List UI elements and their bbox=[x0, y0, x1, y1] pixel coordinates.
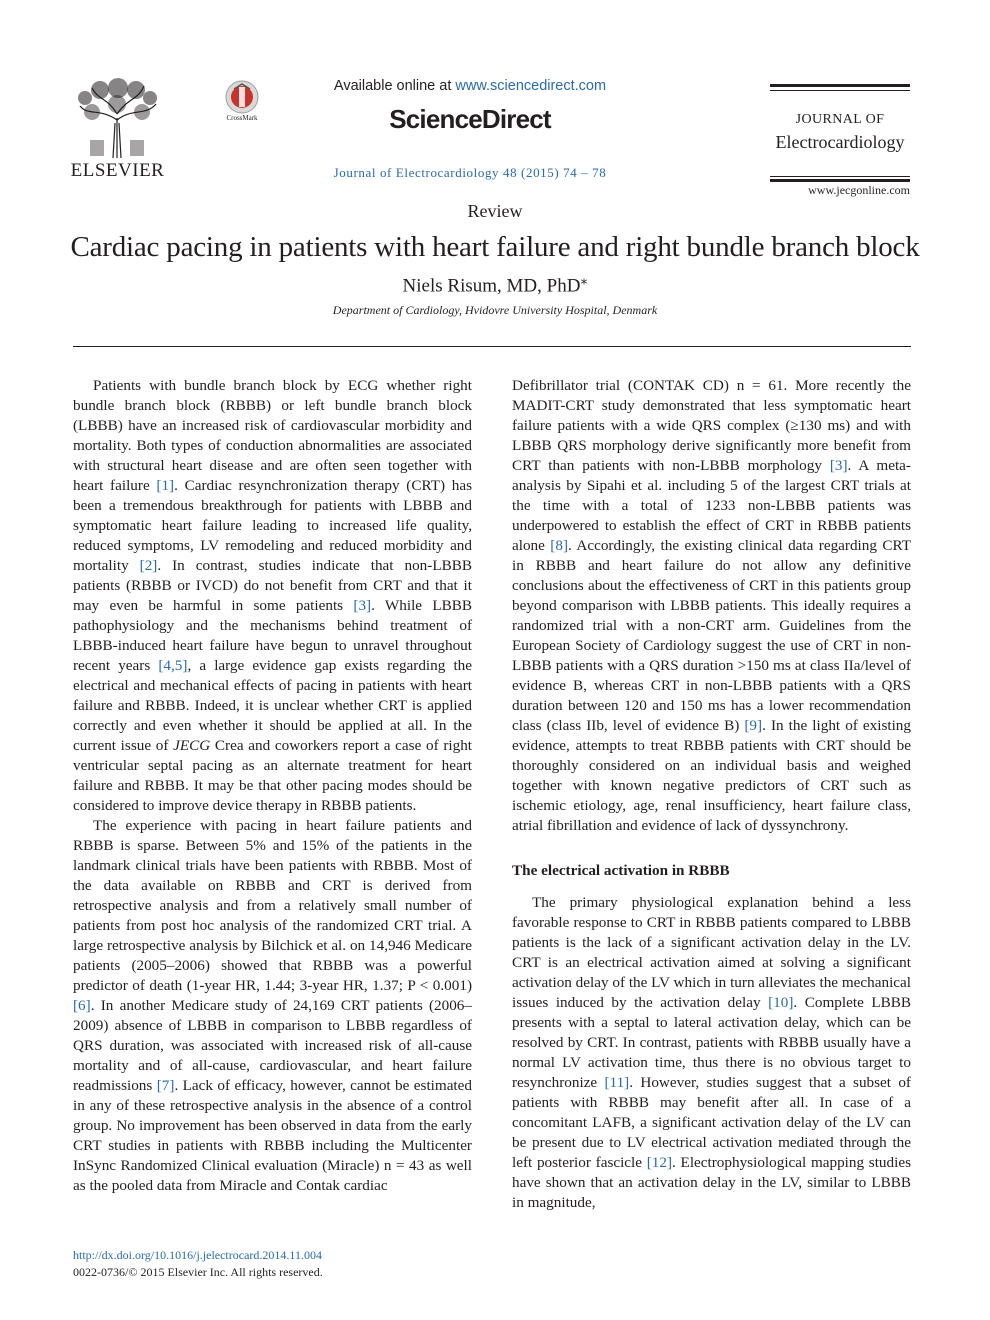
paragraph-text: . In contrast, studies indicate that non-LBBB patients (RBBB or IVCD) do not benefit from CRT and that it may even be harmful in some patients bbox=[73, 557, 472, 614]
copyright-line: 0022-0736/© 2015 Elsevier Inc. All rights reserved. bbox=[73, 1265, 323, 1279]
citation-link[interactable]: [8] bbox=[550, 537, 569, 554]
citation-link[interactable]: [10] bbox=[768, 994, 794, 1011]
citation-link[interactable]: [3] bbox=[353, 597, 372, 614]
paragraph-text: Crea and coworkers report a case of right ventricular septal pacing as an alternate treatment for heart failure and RBBB. It may be that other pacing modes should be considered to improve device therapy in RBBB patients. bbox=[73, 737, 473, 814]
sciencedirect-wordmark: ScienceDirect bbox=[389, 104, 551, 134]
left-column bbox=[73, 376, 472, 1196]
citation-link[interactable]: [4,5] bbox=[158, 657, 188, 674]
journal-name-line2: Electrocardiology bbox=[775, 132, 905, 152]
paragraph-text: , a large evidence gap exists regarding the electrical and mechanical effects of pacing in patients with heart failure and RBBB. Indeed, it is unclear whether CRT is applied correctly and even whether it should be applied at all. In the current issue of bbox=[73, 657, 472, 754]
journal-name-line1: JOURNAL OF bbox=[795, 112, 885, 127]
journal-box-rule bbox=[770, 90, 910, 91]
paragraph-text: . In the light of existing evidence, attempts to treat RBBB patients with CRT should be thoroughly considered on an individual basis and weighed together with known negative predictors of CRT such as ischemic etiology, age, renal insufficiency, heart failure class, atrial fibrillation and evidence of lack of dyssynchrony. bbox=[512, 717, 911, 834]
paragraph-text: . While LBBB pathophysiology and the mechanisms behind treatment of LBBB-induced heart failure have begun to unravel throughout recent years bbox=[73, 597, 472, 674]
section-heading: The electrical activation in RBBB bbox=[512, 862, 730, 879]
paragraph-text: . Cardiac resynchronization therapy (CRT) has been a tremendous breakthrough for patients with LBBB and symptomatic heart failure leading to increased life quality, reduced symptoms, LV remodeling and reduced morbidity and mortality bbox=[73, 477, 473, 574]
journal-citation[interactable]: Journal of Electrocardiology 48 (2015) 74 – 78 bbox=[333, 165, 607, 180]
paragraph-text: . A meta-analysis by Sipahi et al. including 5 of the largest CRT trials at the time with a total of 1233 non-LBBB patients was underpowered to establish the effect of CRT in RBBB patients alone bbox=[512, 457, 911, 554]
title-divider bbox=[73, 346, 911, 347]
journal-header bbox=[0, 0, 990, 200]
corresponding-author-mark[interactable]: ⁎ bbox=[580, 273, 588, 288]
journal-box-rule bbox=[770, 179, 910, 182]
journal-box-rule bbox=[770, 176, 910, 177]
citation-link[interactable]: [3] bbox=[829, 457, 848, 474]
paragraph-text: . Accordingly, the existing clinical data regarding CRT in RBBB and heart failure do not allow any definitive conclusions about the effectiveness of CRT in this patients group beyond comparison with LBBB patients. This ideally requires a randomized trial with a non-CRT arm. Guidelines from the European Society of Cardiology suggest the use of CRT in non-LBBB patients with a QRS duration >150 ms at class IIa/level of evidence B, whereas CRT in non-LBBB patients with a QRS duration between 120 and 150 ms has a lower recommendation class (class IIb, level of evidence B) bbox=[512, 537, 911, 734]
citation-link[interactable]: [11] bbox=[604, 1074, 630, 1091]
article-type: Review bbox=[467, 201, 523, 221]
journal-box-rule bbox=[770, 84, 910, 87]
paragraph-text: The experience with pacing in heart failure patients and RBBB is sparse. Between 5% and 15% of the patients in the landmark clinical trials have been patients with RBBB. Most of the data available on RBBB and CRT is derived from retrospective analysis and from a relatively small number of patients from post hoc analysis of the randomized CRT trial. A large retrospective analysis by Bilchick et al. on 14,946 Medicare patients (2005–2006) showed that RBBB was a powerful predictor of death (1-year HR, 1.44; 3-year HR, 1.37; P < 0.001) bbox=[73, 817, 472, 994]
body-paragraph bbox=[73, 376, 472, 816]
body-paragraph bbox=[73, 816, 472, 1196]
paragraph-text: The primary physiological explanation behind a less favorable response to CRT in RBBB patients compared to LBBB patients is the lack of a significant activation delay in the LV. CRT is an electrical activation aimed at solving a significant activation delay of the LV which in turn alleviates the mechanical issues induced by the activation delay bbox=[512, 894, 911, 1011]
available-prefix: Available online at bbox=[333, 78, 456, 94]
doi-link[interactable]: http://dx.doi.org/10.1016/j.jelectrocard.2014.11.004 bbox=[73, 1248, 322, 1262]
citation-link[interactable]: [1] bbox=[156, 477, 175, 494]
citation-link[interactable]: [2] bbox=[139, 557, 158, 574]
body-paragraph bbox=[512, 893, 911, 1213]
paragraph-text: Defibrillator trial (CONTAK CD) n = 61. More recently the MADIT-CRT study demonstrated that less symptomatic heart failure patients with a wide QRS complex (≥130 ms) and with LBBB QRS morphology derive significantly more benefit from CRT than patients with non-LBBB morphology bbox=[512, 377, 911, 474]
paragraph-text: . Complete LBBB presents with a septal to lateral activation delay, which can be resolved by CRT. In contrast, patients with RBBB usually have a normal LV activation time, thus there is no obvious target to resynchronize bbox=[512, 994, 912, 1091]
author-affiliation: Department of Cardiology, Hvidovre University Hospital, Denmark bbox=[332, 303, 658, 317]
citation-link[interactable]: [7] bbox=[156, 1077, 175, 1094]
paragraph-text: . In another Medicare study of 24,169 CRT patients (2006–2009) absence of LBBB in comparison to LBBB regardless of QRS duration, was associated with increased risk of all-cause mortality and of all-cause, cardiovascular, and heart failure readmissions bbox=[73, 997, 472, 1094]
available-online-line bbox=[300, 78, 640, 94]
journal-abbrev: JECG bbox=[173, 737, 211, 754]
citation-link[interactable]: [6] bbox=[73, 997, 91, 1014]
article-title: Cardiac pacing in patients with heart failure and right bundle branch block bbox=[70, 231, 920, 263]
citation-link[interactable]: [9] bbox=[744, 717, 763, 734]
right-column bbox=[512, 376, 911, 1213]
crossmark-label: CrossMark bbox=[226, 114, 258, 122]
paragraph-text: Patients with bundle branch block by ECG whether right bundle branch block (RBBB) or left bundle branch block (LBBB) have an increased risk of cardiovascular morbidity and mortality. Both types of conduction abnormalities are associated with structural heart disease and are often seen together with heart failure bbox=[73, 377, 472, 494]
body-paragraph bbox=[512, 376, 911, 836]
publisher-name: ELSEVIER bbox=[70, 160, 165, 181]
author-name[interactable]: Niels Risum, MD, PhD bbox=[402, 275, 581, 297]
paragraph-text: . Lack of efficacy, however, cannot be estimated in any of these retrospective analysis in the absence of a control group. No improvement has been observed in data from the early CRT studies in patients with RBBB including the Multicenter InSync Randomized Clinical evaluation (Miracle) n = 43 as well as the pooled data from Miracle and Contak cardiac bbox=[73, 1077, 472, 1194]
paragraph-text: . Electrophysiological mapping studies have shown that an activation delay in the LV, similar to LBBB in magnitude, bbox=[512, 1154, 911, 1211]
paragraph-text: . However, studies suggest that a subset of patients with RBBB may benefit after all. In case of a concomitant LAFB, a significant activation delay of the LV can be present due to LV electrical activation mediated through the left posterior fascicle bbox=[512, 1074, 911, 1171]
citation-link[interactable]: [12] bbox=[646, 1154, 673, 1171]
author-line bbox=[0, 272, 990, 297]
journal-url[interactable]: www.jecgonline.com bbox=[808, 183, 910, 197]
sciencedirect-link[interactable]: www.sciencedirect.com bbox=[455, 78, 607, 94]
